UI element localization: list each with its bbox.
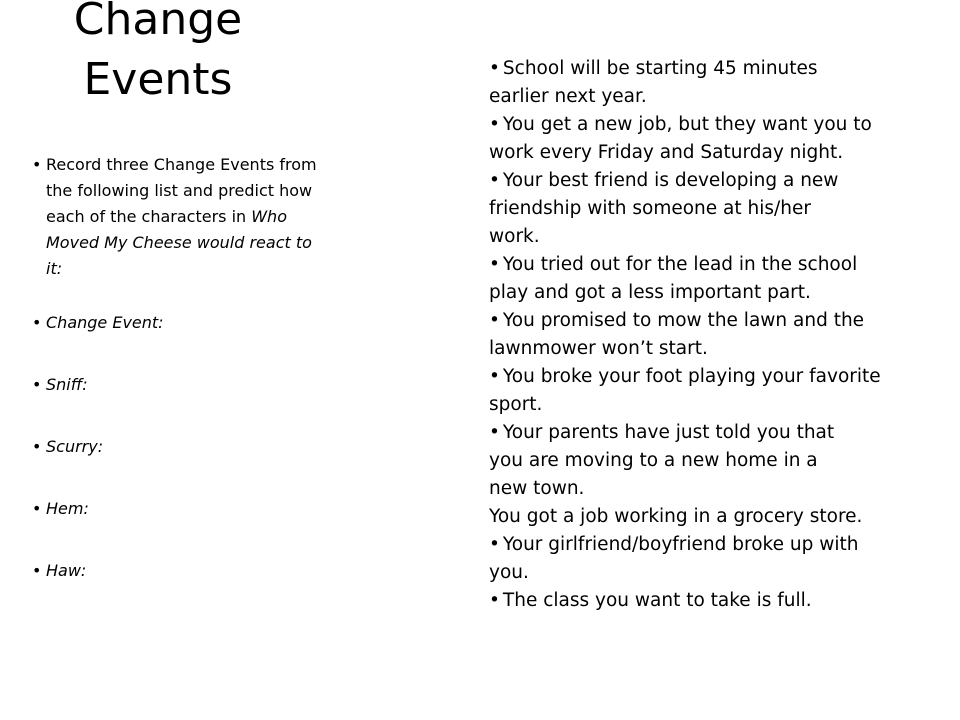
change-event-line — [489, 363, 909, 391]
change-event-item — [489, 587, 909, 615]
change-event-item — [489, 167, 909, 251]
change-event-line — [489, 531, 909, 559]
change-event-text: new town. — [489, 478, 585, 499]
change-event-text: friendship with someone at his/her — [489, 198, 811, 219]
change-event-item — [489, 55, 909, 111]
change-event-text: You broke your foot playing your favorite — [502, 366, 881, 387]
change-event-text: You tried out for the lead in the school — [502, 254, 858, 275]
change-event-line — [489, 335, 909, 363]
bullet-icon: • — [489, 114, 500, 135]
change-event-text: You get a new job, but they want you to — [502, 114, 872, 135]
bullet-icon: • — [489, 366, 500, 387]
change-event-line — [489, 587, 909, 615]
title-line-1: Change — [73, 0, 243, 45]
change-event-item — [489, 307, 909, 363]
change-event-line — [489, 391, 909, 419]
change-event-text: work. — [489, 226, 540, 247]
instructions-intro: • Record three Change Events from the following list and predict how each of the characters in Who Moved My Cheese would react to it: — [34, 152, 324, 282]
change-event-line — [489, 475, 909, 503]
change-event-line — [489, 251, 909, 279]
change-event-line — [489, 83, 909, 111]
change-event-line — [489, 223, 909, 251]
change-event-line — [489, 55, 909, 83]
change-event-text: play and got a less important part. — [489, 282, 811, 303]
bullet-icon: • — [489, 590, 500, 611]
change-event-line — [489, 559, 909, 587]
instructions-list — [34, 152, 324, 622]
change-event-text: you are moving to a new home in a — [489, 450, 818, 471]
change-event-item — [489, 503, 909, 531]
label-hem: • Hem: — [34, 498, 324, 520]
title-line-2: Events — [83, 54, 233, 105]
book-title: Who Moved My Cheese — [46, 207, 287, 252]
change-event-item — [489, 111, 909, 167]
change-event-line — [489, 307, 909, 335]
change-event-item — [489, 419, 909, 503]
change-event-line — [489, 447, 909, 475]
label-scurry: • Scurry: — [34, 436, 324, 458]
change-event-line — [489, 503, 909, 531]
change-events-list — [489, 55, 909, 615]
label-haw: • Haw: — [34, 560, 324, 582]
change-event-item — [489, 363, 909, 419]
change-event-text: you. — [489, 562, 529, 583]
change-event-text: Your girlfriend/boyfriend broke up with — [502, 534, 859, 555]
change-event-line — [489, 167, 909, 195]
change-event-text: School will be starting 45 minutes — [502, 58, 818, 79]
label-change-event: • Change Event: — [34, 312, 324, 334]
bullet-icon: • — [489, 310, 500, 331]
bullet-icon: • — [489, 534, 500, 555]
change-event-item — [489, 531, 909, 587]
change-event-text: lawnmower won’t start. — [489, 338, 708, 359]
change-event-line — [489, 111, 909, 139]
change-event-text: Your best friend is developing a new — [502, 170, 839, 191]
change-event-text: earlier next year. — [489, 86, 647, 107]
bullet-icon: • — [489, 170, 500, 191]
change-event-line — [489, 419, 909, 447]
change-event-text: work every Friday and Saturday night. — [489, 142, 844, 163]
bullet-icon: • — [489, 58, 500, 79]
change-event-text: You promised to mow the lawn and the — [502, 310, 865, 331]
change-event-item — [489, 251, 909, 307]
change-event-text: The class you want to take is full. — [502, 590, 812, 611]
change-event-line — [489, 195, 909, 223]
change-event-text: sport. — [489, 394, 543, 415]
change-event-text: Your parents have just told you that — [502, 422, 835, 443]
change-event-line — [489, 139, 909, 167]
change-event-text: You got a job working in a grocery store. — [489, 506, 863, 527]
bullet-icon: • — [489, 254, 500, 275]
bullet-icon: • — [489, 422, 500, 443]
label-sniff: • Sniff: — [34, 374, 324, 396]
slide-title — [58, 0, 258, 110]
change-event-line — [489, 279, 909, 307]
